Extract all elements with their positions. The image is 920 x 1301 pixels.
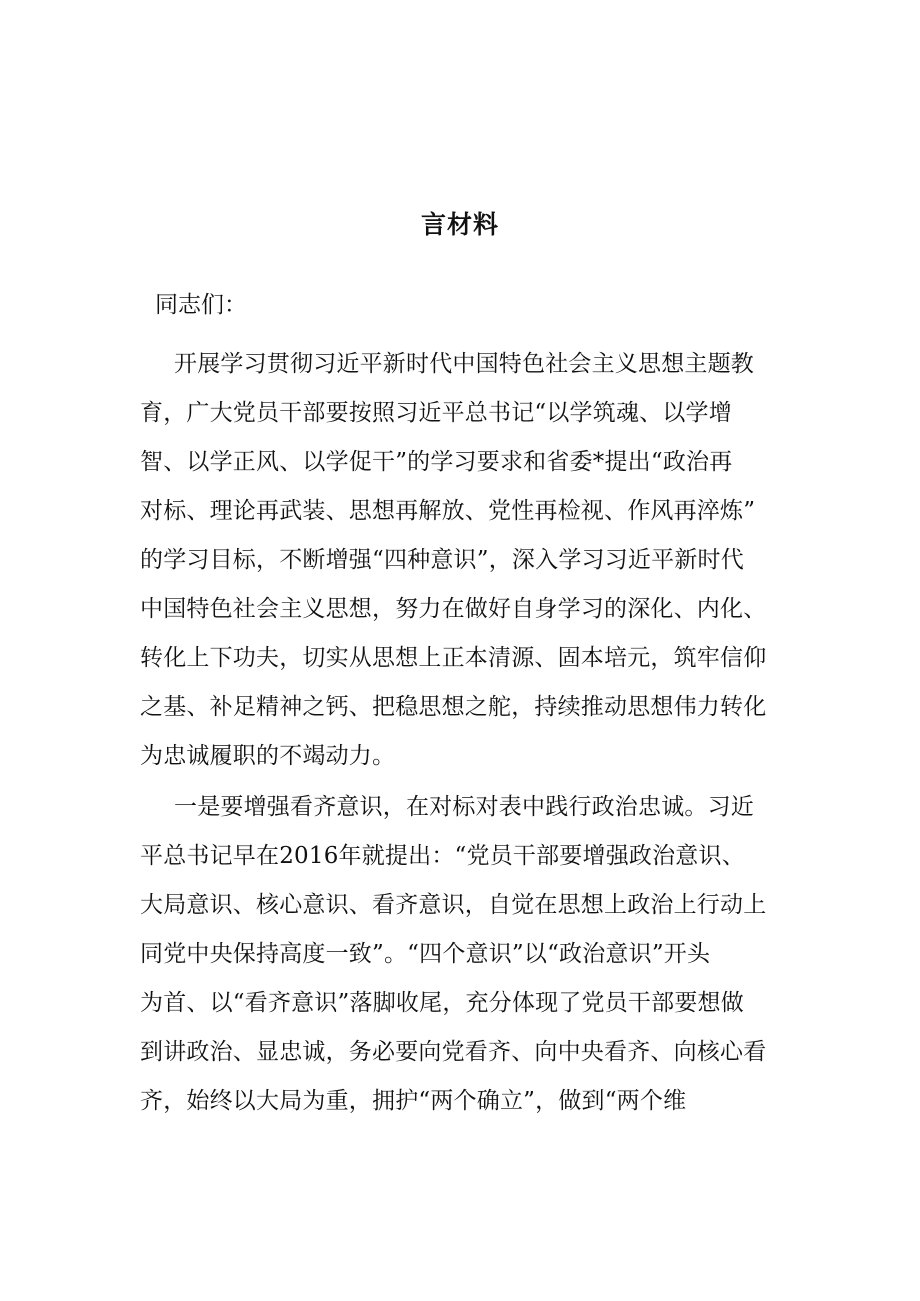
paragraph-line: 平总书记早在2016年就提出：“党员干部要增强政治意识、 <box>140 843 745 869</box>
document-title: 言材料 <box>420 210 499 239</box>
paragraph-line: 转化上下功夫，切实从思想上正本清源、固本培元，筑牢信仰 <box>140 645 767 671</box>
paragraph-line: 同党中央保持高度一致”。“四个意识”以“政治意识”开头 <box>140 941 711 967</box>
paragraph-line: 中国特色社会主义思想，努力在做好自身学习的深化、内化、 <box>140 596 767 622</box>
paragraph-line: 大局意识、核心意识、看齐意识，自觉在思想上政治上行动上 <box>140 892 767 918</box>
paragraph-line: 育，广大党员干部要按照习近平总书记“以学筑魂、以学增 <box>140 400 732 426</box>
greeting: 同志们： <box>155 292 247 318</box>
paragraph-1 <box>140 340 780 781</box>
paragraph-line: 为首、以“看齐意识”落脚收尾，充分体现了党员干部要想做 <box>140 990 744 1016</box>
paragraph-line: 的学习目标，不断增强“四种意识”，深入学习习近平新时代 <box>140 547 744 573</box>
paragraph-line: 齐，始终以大局为重，拥护“两个确立”，做到“两个维 <box>140 1088 687 1114</box>
paragraph-2 <box>140 783 780 1126</box>
paragraph-line: 为忠诚履职的不竭动力。 <box>140 743 396 769</box>
paragraph-line: 一是要增强看齐意识，在对标对表中践行政治忠诚。习近 <box>174 794 754 820</box>
paragraph-line: 对标、理论再武装、思想再解放、党性再检视、作风再淬炼” <box>140 498 756 524</box>
paragraph-line: 开展学习贯彻习近平新时代中国特色社会主义思想主题教 <box>174 351 754 377</box>
paragraph-line: 智、以学正风、以学促干”的学习要求和省委*提出“政治再 <box>140 449 733 475</box>
paragraph-line: 之基、补足精神之钙、把稳思想之舵，持续推动思想伟力转化 <box>140 694 767 720</box>
paragraph-line: 到讲政治、显忠诚，务必要向党看齐、向中央看齐、向核心看 <box>140 1039 767 1065</box>
